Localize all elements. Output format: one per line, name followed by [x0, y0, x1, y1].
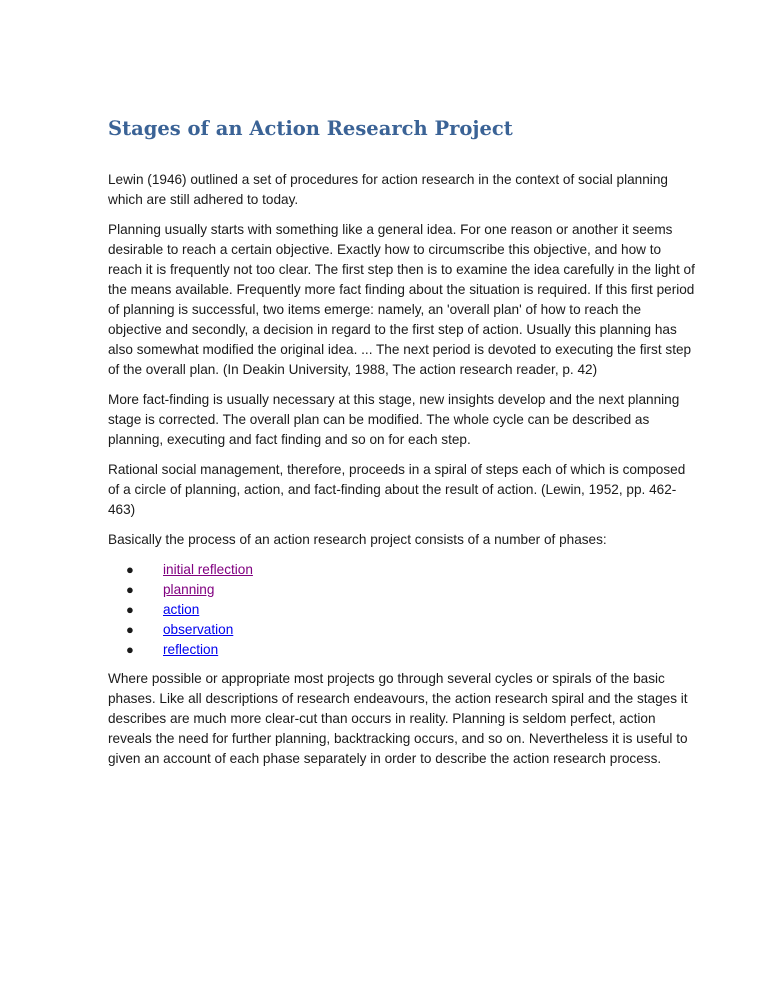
- list-item: [126, 580, 698, 600]
- bullet-icon: ●: [126, 582, 134, 597]
- intro-paragraph: Lewin (1946) outlined a set of procedures for action research in the context of social planning which are still adhered to today.: [108, 172, 668, 207]
- list-item: [126, 620, 698, 640]
- closing-paragraph: Where possible or appropriate most projects go through several cycles or spirals of the basic phases. Like all descriptions of research endeavours, the action research spiral and the stages it describes are much more clear-cut than occurs in reality. Planning is seldom perfect, action reveals the need for further planning, backtracking occurs, and so on. Nevertheless it is useful to given an account of each phase separately in order to describe the action research process.: [108, 671, 688, 766]
- phase-link-initial-reflection[interactable]: initial reflection: [163, 562, 253, 577]
- phase-link-planning[interactable]: planning: [163, 582, 215, 597]
- bullet-icon: ●: [126, 562, 134, 577]
- bullet-icon: ●: [126, 602, 134, 617]
- list-item: [126, 640, 698, 660]
- list-item: [126, 560, 698, 580]
- phases-intro-paragraph: Basically the process of an action research project consists of a number of phases:: [108, 532, 607, 547]
- bullet-icon: ●: [126, 642, 134, 657]
- list-item: [126, 600, 698, 620]
- spiral-paragraph: Rational social management, therefore, proceeds in a spiral of steps each of which is composed of a circle of planning, action, and fact-finding about the result of action. (Lewin, 1952, pp. 462-463): [108, 462, 686, 517]
- phase-link-action[interactable]: action: [163, 602, 200, 617]
- phase-link-observation[interactable]: observation: [163, 622, 234, 637]
- lewin-quote-paragraph: Planning usually starts with something like a general idea. For one reason or another it seems desirable to reach a certain objective. Exactly how to circumscribe this objective, and how to reach it is frequently not too clear. The first step then is to examine the idea carefully in the light of the means available. Frequently more fact finding about the situation is required. If this first period of planning is successful, two items emerge: namely, an 'overall plan' of how to reach the objective and secondly, a decision in regard to the first step of action. Usually this planning has also somewhat modified the original idea. ... The next period is devoted to executing the first step of the overall plan. (In Deakin University, 1988, The action research reader, p. 42): [108, 222, 695, 377]
- phases-list: [108, 560, 698, 660]
- fact-finding-paragraph: More fact-finding is usually necessary at this stage, new insights develop and the next planning stage is corrected. The overall plan can be modified. The whole cycle can be described as planning, executing and fact finding and so on for each step.: [108, 392, 680, 447]
- page-title: Stages of an Action Research Project: [108, 117, 513, 140]
- phase-link-reflection[interactable]: reflection: [163, 642, 219, 657]
- bullet-icon: ●: [126, 622, 134, 637]
